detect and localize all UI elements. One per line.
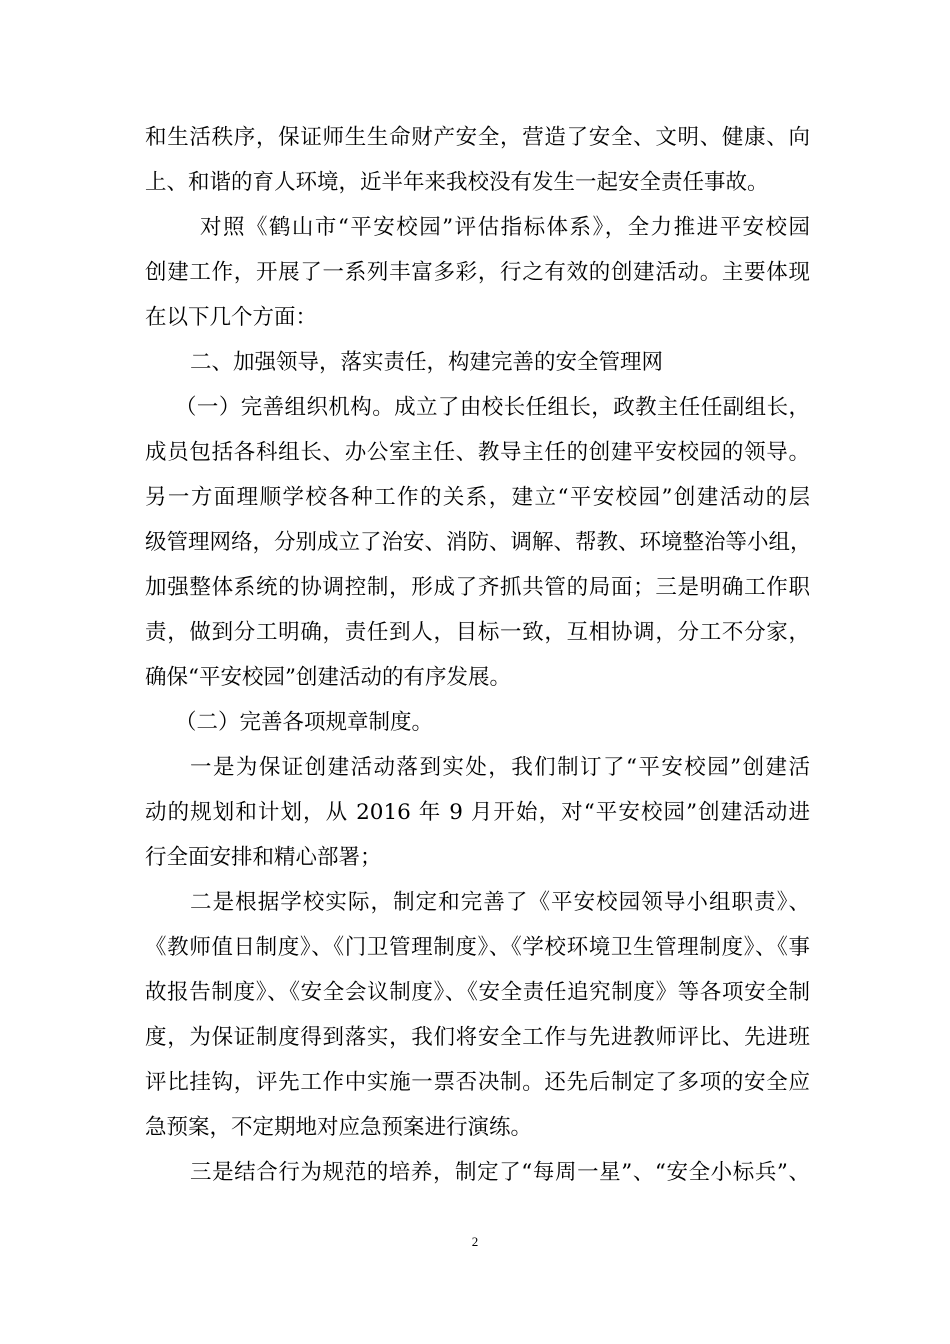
- text-line: 故报告制度》、《安全会议制度》、《安全责任追究制度》等各项安全制: [145, 980, 810, 1005]
- text-line: 另一方面理顺学校各种工作的关系，建立“平安校园”创建活动的层: [145, 485, 810, 510]
- text-line: 责，做到分工明确，责任到人，目标一致，互相协调，分工不分家，: [145, 620, 810, 645]
- text-line: 评比挂钩，评先工作中实施一票否决制。还先后制定了多项的安全应: [145, 1070, 810, 1095]
- subsection-heading: （二）完善各项规章制度。: [175, 710, 434, 735]
- text-line: 对照《鹤山市“平安校园”评估指标体系》，全力推进平安校园: [200, 215, 810, 240]
- text-line: 一是为保证创建活动落到实处，我们制订了“平安校园”创建活: [190, 755, 810, 780]
- section-heading: 二、加强领导，落实责任，构建完善的安全管理网: [190, 350, 664, 375]
- text-line: （一）完善组织机构。成立了由校长任组长，政教主任任副组长，: [175, 395, 810, 420]
- text-line: 创建工作，开展了一系列丰富多彩，行之有效的创建活动。主要体现: [145, 260, 810, 285]
- text-line: 上、和谐的育人环境，近半年来我校没有发生一起安全责任事故。: [145, 170, 769, 195]
- text-line: 成员包括各科组长、办公室主任、教导主任的创建平安校园的领导。: [145, 440, 810, 465]
- page-number: 2: [471, 1234, 479, 1249]
- text-line: 《教师值日制度》、《门卫管理制度》、《学校环境卫生管理制度》、《事: [145, 935, 810, 960]
- text-line: 和生活秩序，保证师生生命财产安全，营造了安全、文明、健康、向: [145, 125, 810, 150]
- text-line: 确保“平安校园”创建活动的有序发展。: [145, 665, 511, 690]
- text-line: 二是根据学校实际，制定和完善了《平安校园领导小组职责》、: [190, 890, 810, 915]
- text-line: 三是结合行为规范的培养，制定了“每周一星”、“安全小标兵”、: [190, 1160, 810, 1185]
- text-line: 急预案，不定期地对应急预案进行演练。: [145, 1115, 533, 1140]
- text-line: 动的规划和计划，从 2016 年 9 月开始，对“平安校园”创建活动进: [145, 800, 810, 825]
- text-line: 级管理网络，分别成立了治安、消防、调解、帮教、环境整治等小组，: [145, 530, 812, 555]
- text-line: 行全面安排和精心部署；: [145, 845, 382, 870]
- text-line: 度，为保证制度得到落实，我们将安全工作与先进教师评比、先进班: [145, 1025, 810, 1050]
- text-line: 加强整体系统的协调控制，形成了齐抓共管的局面；三是明确工作职: [145, 575, 810, 600]
- text-line: 在以下几个方面：: [145, 305, 318, 330]
